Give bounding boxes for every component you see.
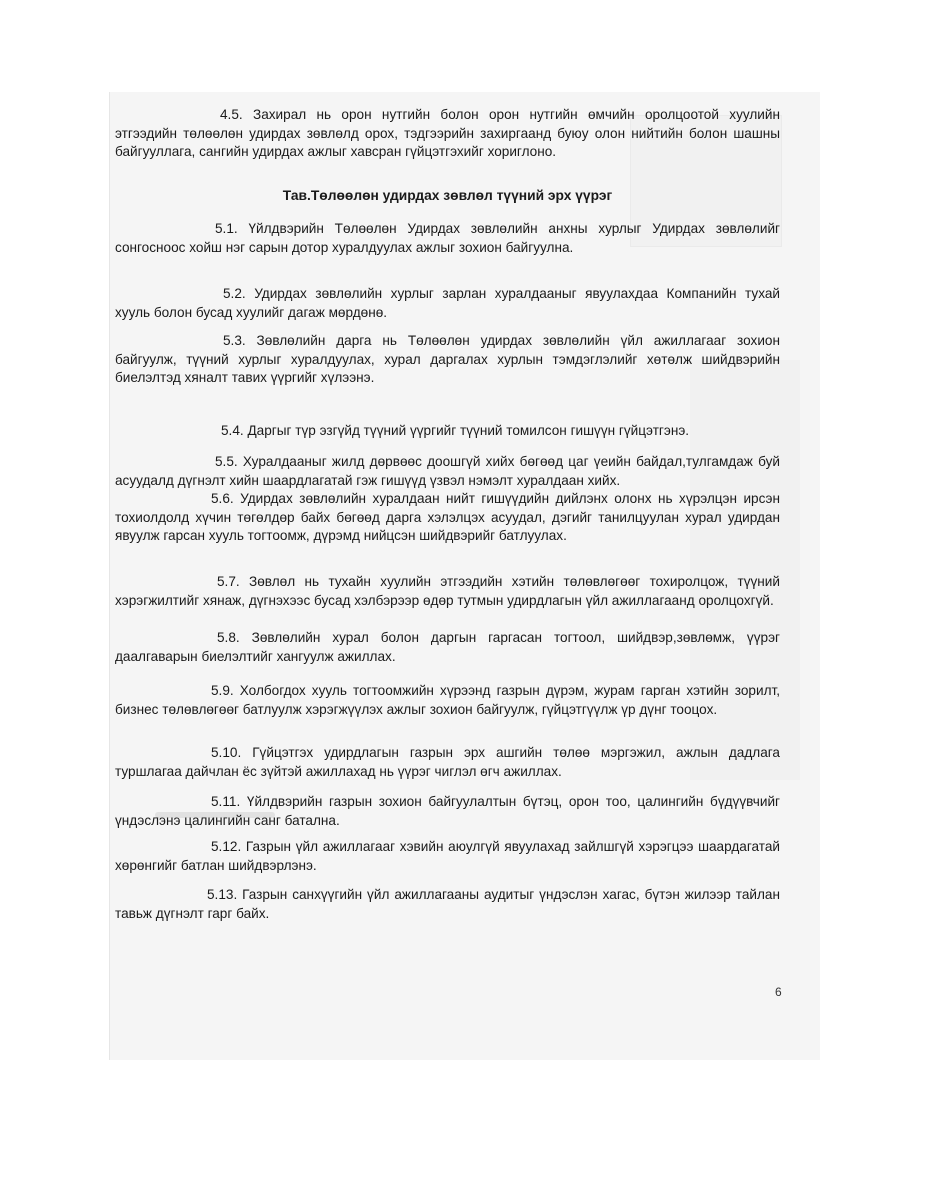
- paragraph-5-4: 5.4. Даргыг түр эзгүйд түүний үүргийг түүний томилсон гишүүн гүйцэтгэнэ.: [221, 423, 690, 438]
- paragraph-5-7: 5.7. Зөвлөл нь тухайн хуулийн этгээдийн хэтийн төлөвлөгөөг тохиролцож, түүний хэрэгжилтийг хянаж, дүгнэхээс бусад хэлбэрээр өдөр тутмын удирдлагын үйл ажиллагаанд оролцохгүй.: [115, 574, 780, 608]
- paragraph-5-12: 5.12. Газрын үйл ажиллагааг хэвийн аюулгүй явуулахад зайлшгүй хэрэгцээ шаардагатай хөрөнгийг батлан шийдвэрлэнэ.: [115, 839, 780, 873]
- paragraph-5-5: 5.5. Хуралдааныг жилд дөрвөөс доошгүй хийх бөгөөд цаг үеийн байдал,тулгамдаж буй асуудалд дүгнэлт хийн шаардлагатай гэж гишүүд үзвэл нэмэлт хуралдаан хийх.: [115, 454, 780, 488]
- paragraph-5-8: 5.8. Зөвлөлийн хурал болон даргын гаргасан тогтоол, шийдвэр,зөвлөмж, үүрэг даалгаварын биелэлтийг хангуулж ажиллах.: [115, 630, 780, 664]
- paragraph-5-6: 5.6. Удирдах зөвлөлийн хуралдаан нийт гишүүдийн дийлэнх олонх нь хүрэлцэн ирсэн тохиолдолд хүчин төгөлдөр байх бөгөөд дарга хэлэлцэх асуудал, дэгийг танилцуулан хурал удирдан явуулж гарсан хууль тогтоомж, дүрэмд нийцсэн шийдвэрийг батлуулах.: [115, 491, 780, 544]
- section-heading-5: Тав.Төлөөлөн удирдах зөвлөл түүний эрх үүрэг: [282, 188, 613, 203]
- paragraph-4-5: 4.5. Захирал нь орон нутгийн болон орон нутгийн өмчийн оролцоотой хуулийн этгээдийн төлөөлөн удирдах зөвлөлд орох, тэдгээрийн захиргаанд буюу олон нийтийн болон шашны байгууллага, сангийн удирдах ажлыг хавсран гүйцэтгэхийг хориглоно.: [115, 107, 780, 160]
- paragraph-5-13: 5.13. Газрын санхүүгийн үйл ажиллагааны аудитыг үндэслэн хагас, бүтэн жилээр тайлан тавьж дүгнэлт гарг байх.: [115, 887, 780, 921]
- paragraph-5-11: 5.11. Үйлдвэрийн газрын зохион байгуулалтын бүтэц, орон тоо, цалингийн бүдүүвчийг үндэслэнэ цалингийн санг батална.: [115, 794, 780, 828]
- paragraph-5-9: 5.9. Холбогдох хууль тогтоомжийн хүрээнд газрын дүрэм, журам гарган хэтийн зорилт, бизнес төлөвлөгөөг батлуулж хэрэгжүүлэх ажлыг зохион байгуулж, гүйцэтгүүлж үр дүнг тооцох.: [115, 683, 780, 717]
- paragraph-5-10: 5.10. Гүйцэтгэх удирдлагын газрын эрх ашгийн төлөө мэргэжил, ажлын дадлага туршлагаа дайчлан ёс зүйтэй ажиллахад нь үүрэг чиглэл өгч ажиллах.: [115, 745, 780, 779]
- paragraph-5-3: 5.3. Зөвлөлийн дарга нь Төлөөлөн удирдах зөвлөлийн үйл ажиллагааг зохион байгуулж, түүний хурлыг хуралдуулах, хурал даргалах хурлын тэмдэглэлийг хөтөлж шийдвэрийн биелэлтэд хяналт тавих үүргийг хүлээнэ.: [115, 333, 780, 386]
- paragraph-5-2: 5.2. Удирдах зөвлөлийн хурлыг зарлан хуралдааныг явуулахдаа Компанийн тухай хууль болон бусад хуулийг дагаж мөрдөнө.: [115, 286, 780, 320]
- page-number-mark: 6: [775, 985, 782, 999]
- paragraph-5-1: 5.1. Үйлдвэрийн Төлөөлөн Удирдах зөвлөлийн анхны хурлыг Удирдах зөвлөлийг сонгосноос хойш нэг сарын дотор хуралдуулах ажлыг зохион байгуулна.: [115, 221, 780, 255]
